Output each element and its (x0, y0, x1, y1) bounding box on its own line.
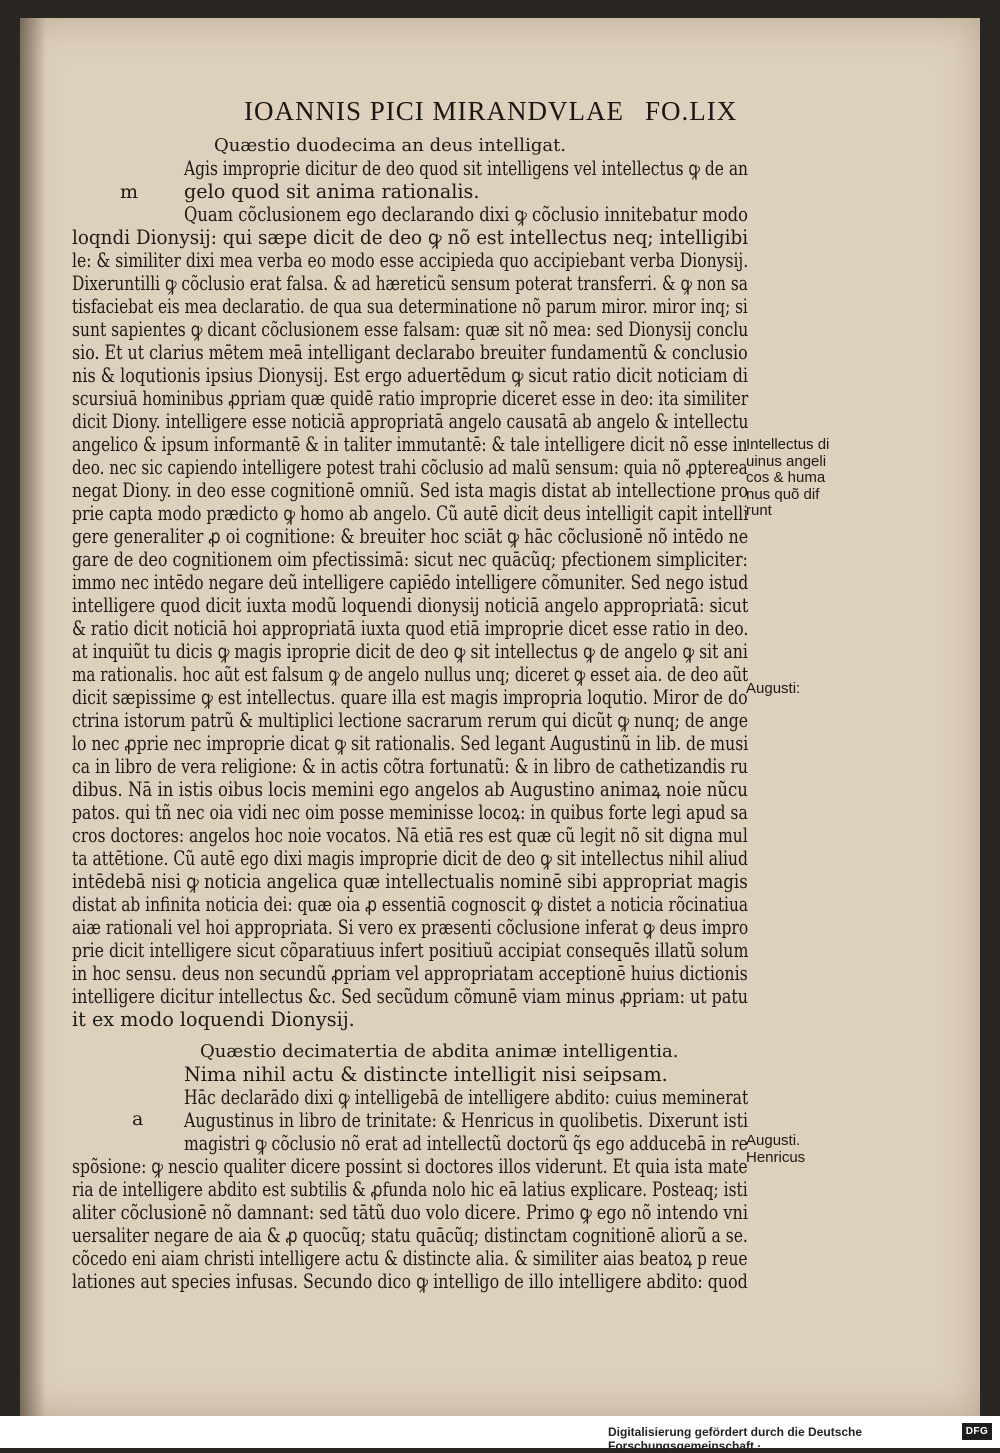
text-line: loqndi Dionysij: qui sæpe dicit de deo ꝙ nõ est intellectus neq; intelligibi (72, 226, 749, 249)
page-header (0, 96, 1000, 136)
running-head: IOANNIS PICI MIRANDVLAE (244, 96, 624, 126)
text-line: negat Diony. in deo esse cognitionē omniũ. Sed ista magis distat ab intellectione pro (72, 479, 748, 502)
text-line: prie capta modo prædicto ꝙ homo ab angelo. Cũ autē dicit deus intelligit capit intelli (72, 502, 749, 525)
text-line: lo nec ꝓprie nec improprie dicat ꝙ sit rationalis. Sed legant Augustinũ in lib. de musi (72, 732, 749, 755)
text-line: cõcedo eni aiam christi intelligere actu & distincte alia. & similiter aias beatoꝝ p reue (72, 1247, 748, 1270)
text-line: ctrina istorum patrũ & multiplici lectione sacrarum rerum qui dicũt ꝙ nunq; de ange (72, 709, 749, 732)
text-line: uersaliter negare de aia & ꝓ quocũq; statu quācũq; distinctam cognitionē aliorũ a se. (72, 1224, 748, 1247)
marginal-note: Augusti: (746, 680, 801, 697)
text-line: ria de intelligere abdito est subtilis & ꝓfunda nolo hic eā latius explicare. Posteaq; isti (72, 1178, 748, 1201)
marginal-note: Intellectus di uinus angeli cos & huma nus quõ dif runt (746, 436, 830, 519)
text-line: scursiuā hominibus ꝓpriam quæ quidē ratio improprie diceret esse in deo: ita similiter (72, 387, 749, 410)
text-line: lationes aut species infusas. Secundo dico ꝙ intelligo de illo intelligere abdito: quod (72, 1270, 748, 1293)
text-line: gelo quod sit anima rationalis. (184, 180, 480, 203)
text-line: intelligere dicitur intellectus &c. Sed secũdum cõmunē viam minus ꝓpriam: ut patu (72, 985, 748, 1008)
text-line: spõsione: ꝙ nescio qualiter dicere possint si doctores illos viderunt. Et quia ista mate (72, 1155, 748, 1178)
text-line: ta attētione. Cũ autē ego dixi magis improprie dicit de deo ꝙ sit intellectus nihil aliud (72, 847, 748, 870)
text-line: intelligere quod dicit iuxta modũ loquendi dionysij noticiā angelo appropriatā: sicut (72, 594, 749, 617)
text-line: gare de deo cognitionem oim pfectissimā: sicut nec quācũq; pfectionem simpliciter: (72, 548, 748, 571)
text-line: patos. qui tñ nec oia vidi nec oim posse meminisse locoꝝ: in quibus forte legi apud sa (72, 801, 748, 824)
text-line: dicit Diony. intelligere esse noticiā appropriatā angelo causatā ab angelo & intellectu (72, 410, 749, 433)
text-line: gere generaliter ꝓ oi cognitione: & breuiter hoc sciāt ꝙ hāc cõclusionē nõ intēdo ne (72, 525, 749, 548)
text-line: prie dicit intelligere sicut cõparatiuus infert positiuũ accipiat consequēs illatũ solum (72, 939, 749, 962)
text-line: immo nec intēdo negare deũ intelligere capiēdo intelligere cõmuniter. Sed nego istud (72, 571, 749, 594)
margin-letter: m (120, 181, 139, 203)
marginal-note: Augusti. Henricus (746, 1132, 806, 1166)
text-line: intēdebā nisi ꝙ noticia angelica quæ intellectualis nominē sibi appropriat magis (72, 870, 748, 893)
text-line: sio. Et ut clarius mētem meā intelligant declarabo breuiter fundamentũ & conclusio (72, 341, 748, 364)
text-line: in hoc sensu. deus non secundũ ꝓpriam vel appropriatam acceptionē huius dictionis (72, 962, 748, 985)
text-line: aiæ rationali vel hoi appropriata. Si vero ex præsenti cõclusione inferat ꝙ deus impro (72, 916, 749, 939)
text-line: dicit sæpissime ꝙ est intellectus. quare illa est magis impropria loqutio. Miror de do (72, 686, 748, 709)
text-line: Quæstio duodecima an deus intelligat. (214, 135, 567, 156)
text-line: le: & similiter dixi mea verba eo modo esse accipieda quo accipiebant verba Dionysij. (72, 249, 749, 272)
text-line: ca in libro de vera religione: & in actis cõtra fortunatũ: & in libro de cathetizandis ru (72, 755, 748, 778)
digitization-footer (0, 1416, 1000, 1453)
text-line: Dixeruntilli ꝙ cõclusio erat falsa. & ad hæreticũ sensum poterat transferri. & ꝙ non sa (72, 272, 748, 295)
text-line: at inquiũt tu dicis ꝙ magis iproprie dicit de deo ꝙ sit intellectus ꝙ de angelo ꝙ sit ani (72, 640, 748, 663)
text-line: distat ab infinita noticia dei: quæ oia ꝓ essentiā cognoscit ꝙ distet a noticia rõcinatiua (72, 893, 749, 916)
folio-number: FO.LIX (645, 96, 738, 126)
text-line: dibus. Nā in istis oibus locis memini ego angelos ab Augustino animaꝝ noie nũcu (72, 778, 748, 801)
funding-credit: Digitalisierung gefördert durch die Deutsche Forschungsgemeinschaft · (608, 1425, 863, 1453)
text-line: angelico & ipsum informantē & in taliter immutantē: & tale intelligere dicit nõ esse in (72, 433, 748, 456)
text-line: Nima nihil actu & distincte intelligit nisi seipsam. (184, 1063, 668, 1086)
text-line: ma rationalis. hoc aũt est falsum ꝙ de angelo nullus unq; diceret ꝙ esset aia. de deo aũt (72, 663, 749, 686)
text-line: Agis improprie dicitur de deo quod sit intelligens vel intellectus ꝙ de an (184, 157, 748, 180)
text-line: Hāc declarādo dixi ꝙ intelligebā de intelligere abdito: cuius meminerat (184, 1086, 749, 1109)
text-line: cros doctores: angelos hoc noie vocatos. Nā etiā res est quæ cũ legit nõ sit digna mul (72, 824, 748, 847)
text-line: deo. nec sic capiendo intelligere potest trahi cõclusio ad malũ sensum: quia nõ ꝓpterea (72, 456, 748, 479)
text-line: tisfaciebat eis mea declaratio. de qua sua determinatione nõ parum miror. miror inq; si (72, 295, 748, 318)
text-line: & ratio dicit noticiā hoi appropriatā iuxta quod etiā improprie dicet esse ratio in deo. (72, 617, 749, 640)
text-line: Augustinus in libro de trinitate: & Henricus in quolibetis. Dixerunt isti (184, 1109, 749, 1132)
page-gutter-shadow (20, 18, 46, 1416)
text-line: Quæstio decimatertia de abdita animæ intelligentia. (200, 1041, 679, 1062)
text-line: magistri ꝙ cõclusio nõ erat ad intellectũ doctorũ q̃s ego adducebā in re (184, 1132, 748, 1155)
text-line: aliter cõclusionē nõ damnant: sed tātũ duo volo dicere. Primo ꝙ ego nõ intendo vni (72, 1201, 748, 1224)
text-line: Quam cõclusionem ego declarando dixi ꝙ cõclusio innitebatur modo (184, 203, 748, 226)
text-line: nis & loqutionis ipsius Dionysij. Est ergo aduertēdum ꝙ sicut ratio dicit noticiam di (72, 364, 749, 387)
text-line: sunt sapientes ꝙ dicant cõclusionem esse falsam: quæ sit nõ mea: sed Dionysij conclu (72, 318, 749, 341)
dfg-logo: DFG (962, 1423, 992, 1440)
text-line: it ex modo loquendi Dionysij. (72, 1008, 355, 1031)
margin-letter: a (132, 1108, 144, 1130)
